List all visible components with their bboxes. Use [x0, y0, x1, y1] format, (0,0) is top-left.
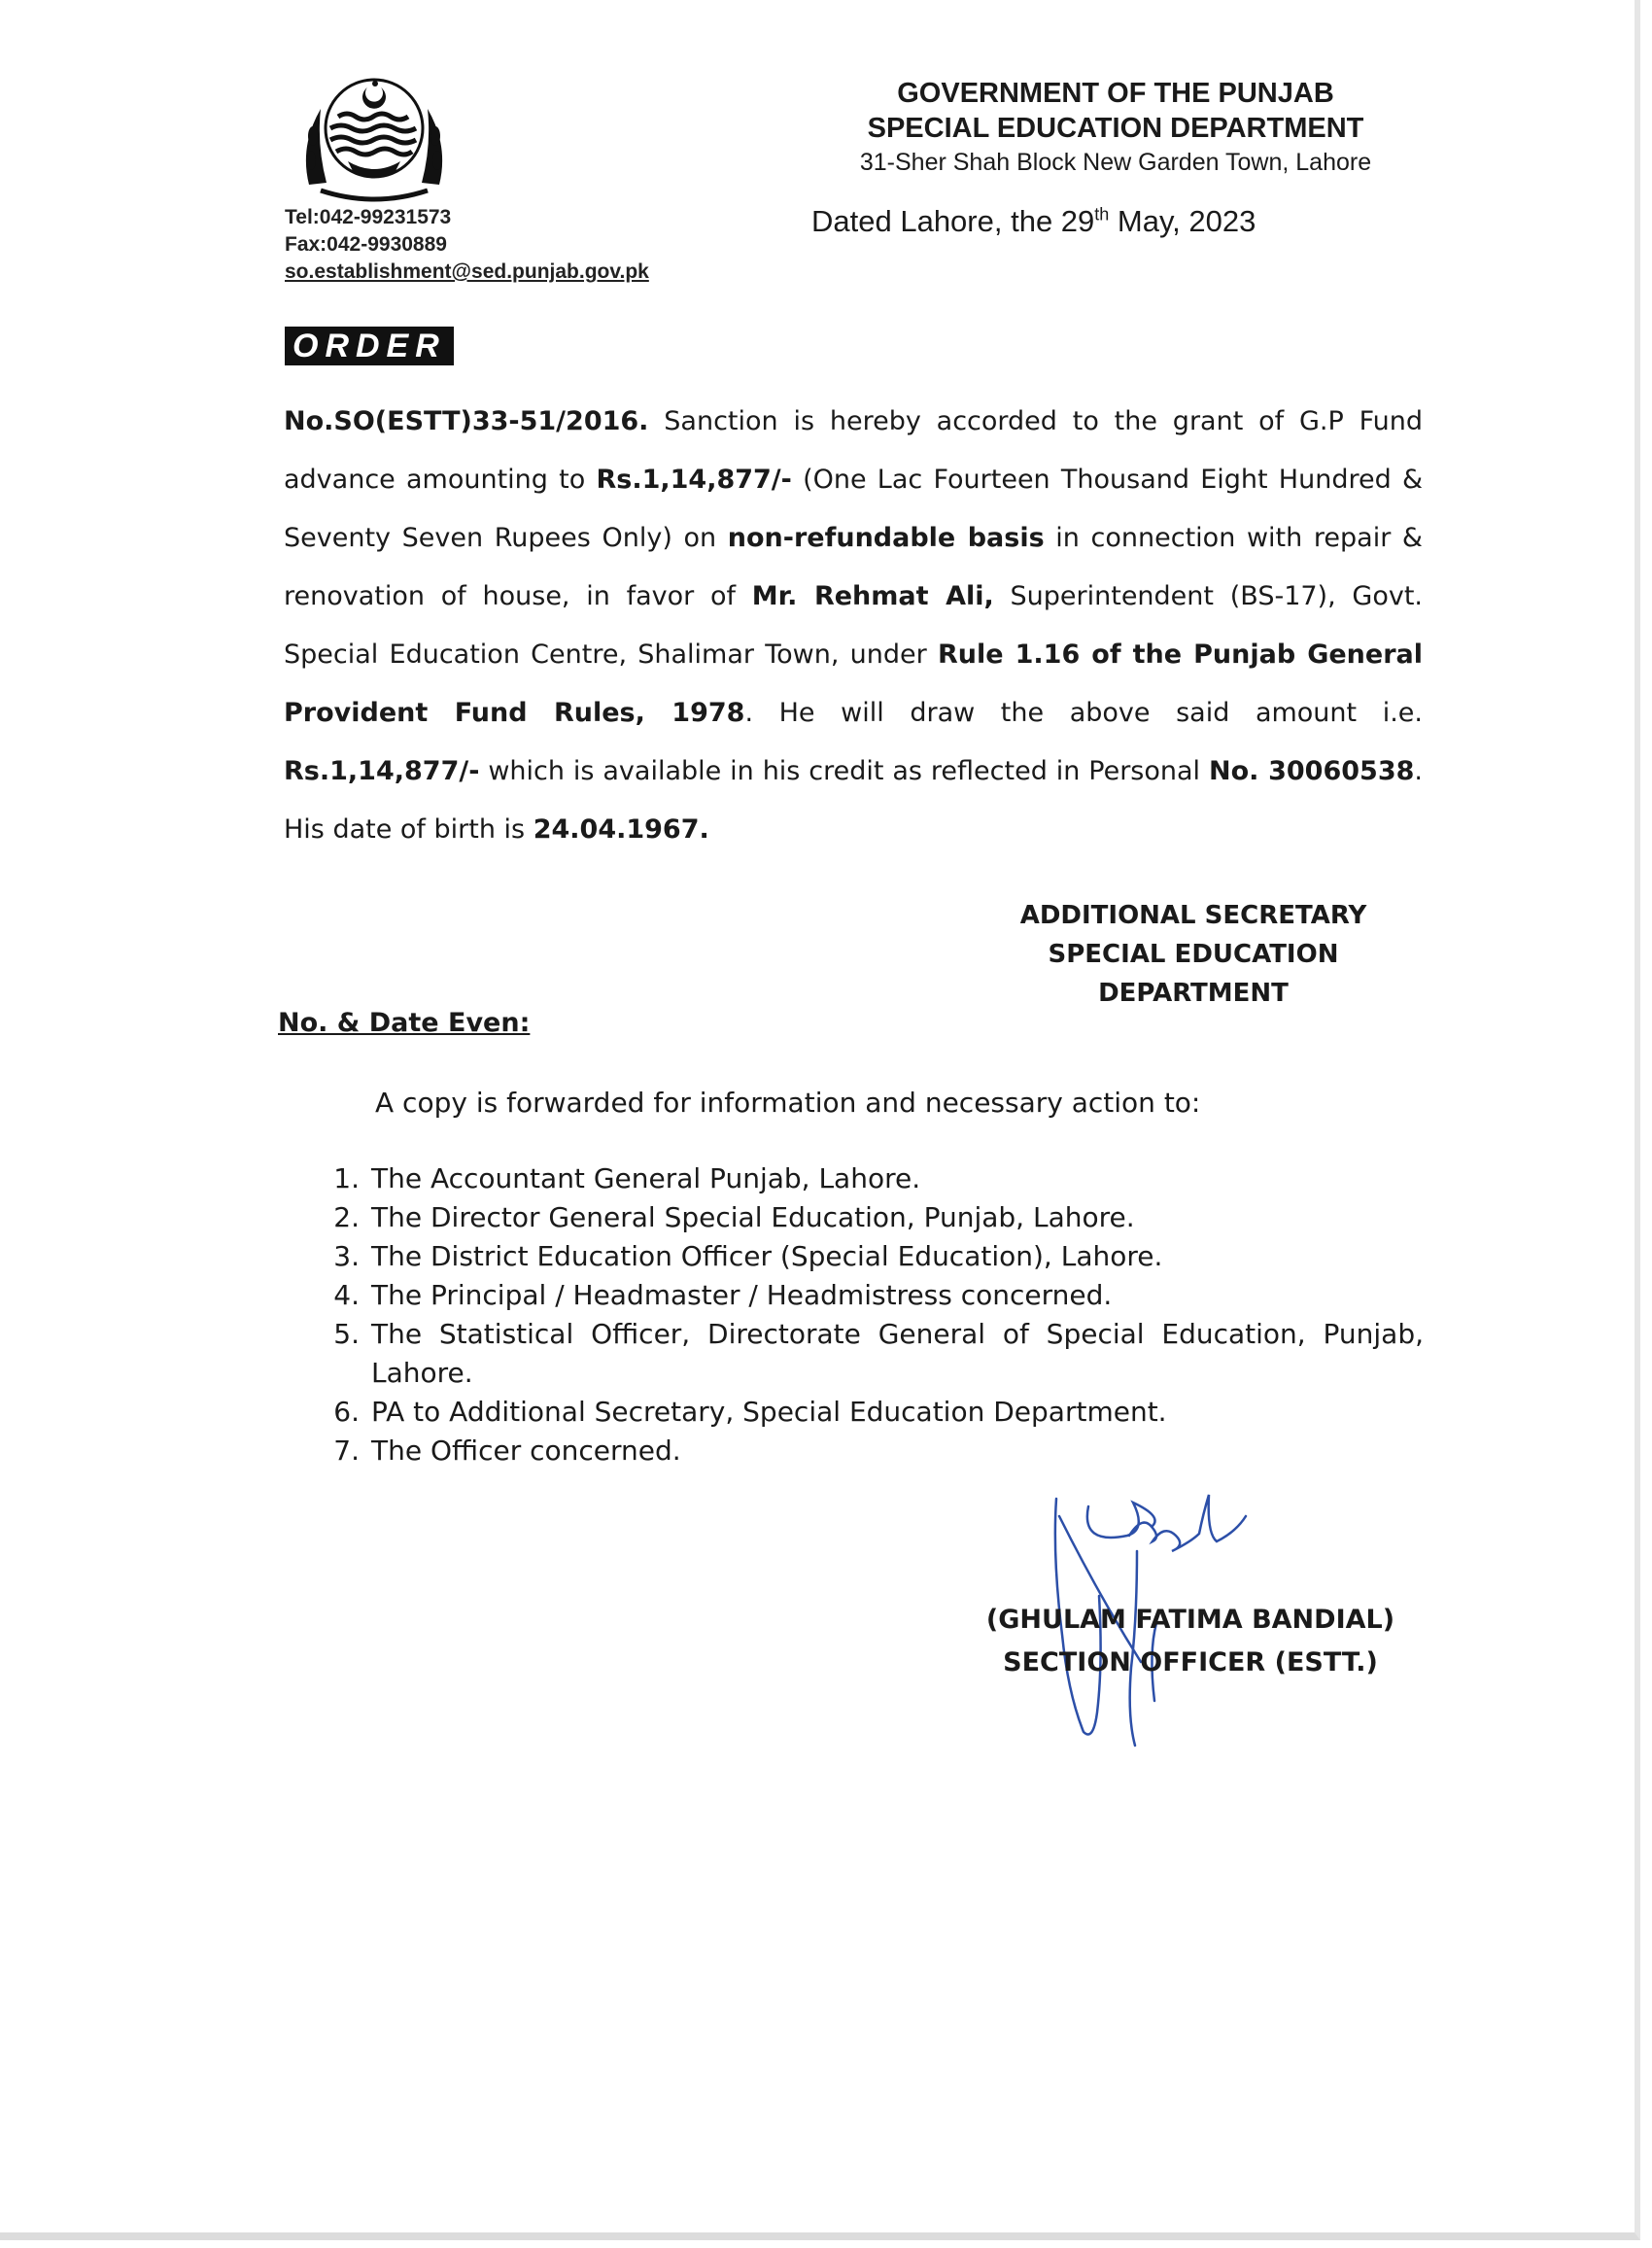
order-emphasis: No. 30060538 — [1208, 756, 1415, 786]
dated-line — [811, 204, 1256, 239]
department-address: 31-Sher Shah Block New Garden Town, Lahore — [859, 149, 1372, 176]
order-text: which is available in his credit as reflected in Personal — [479, 756, 1209, 786]
signatory-block — [989, 896, 1397, 1013]
list-item-number: 5. — [333, 1318, 360, 1350]
list-item-number: 2. — [333, 1201, 360, 1233]
endorsement-intro: A copy is forwarded for information and necessary action to: — [375, 1087, 1201, 1119]
officer-title: SECTION OFFICER (ESTT.) — [1003, 1647, 1378, 1677]
list-item-text: The Officer concerned. — [371, 1435, 681, 1467]
list-item-number: 7. — [333, 1435, 360, 1467]
order-emphasis: Rs.1,14,877/- — [596, 465, 792, 495]
department-title: SPECIAL EDUCATION DEPARTMENT — [867, 113, 1364, 144]
list-item-text: The Statistical Officer, Directorate General of Special Education, Punjab, Lahore. — [371, 1318, 1424, 1389]
list-item-text: PA to Additional Secretary, Special Education Department. — [371, 1396, 1167, 1428]
list-item-number: 4. — [333, 1279, 360, 1311]
officer-name: (GHULAM FATIMA BANDIAL) — [985, 1605, 1395, 1635]
order-emphasis: Rs.1,14,877/- — [284, 756, 480, 786]
signatory-line-2: SPECIAL EDUCATION — [1048, 940, 1339, 969]
order-body — [284, 393, 1423, 859]
order-emphasis: No.SO(ESTT)33-51/2016. — [284, 406, 649, 436]
order-emphasis: Mr. Rehmat Ali, — [751, 581, 994, 611]
dated-superscript: th — [1094, 204, 1110, 225]
list-item-text: The Accountant General Punjab, Lahore. — [371, 1162, 921, 1194]
copy-distribution-list — [321, 1159, 1424, 1470]
signatory-line-3: DEPARTMENT — [1098, 979, 1289, 1008]
order-text: Sanction is hereby accorded to the grant of G.P Fund advance amounting to — [284, 406, 1423, 495]
order-text: in connection with repair & renovation of house, in favor of — [284, 523, 1423, 611]
dated-suffix: May, 2023 — [1109, 204, 1256, 238]
order-label: ORDER — [285, 327, 454, 365]
order-emphasis: Rule 1.16 of the Punjab General Provident Fund Rules, 1978 — [284, 640, 1423, 728]
order-emphasis: 24.04.1967. — [533, 814, 709, 845]
list-item-text: The District Education Officer (Special Education), Lahore. — [371, 1240, 1163, 1272]
contact-block — [285, 204, 649, 286]
list-item — [321, 1393, 1424, 1432]
punjab-government-emblem-icon — [292, 68, 457, 204]
order-text: . He will draw the above said amount i.e. — [744, 698, 1423, 728]
list-item — [321, 1198, 1424, 1237]
letterhead-header — [814, 76, 1417, 179]
order-text: (One Lac Fourteen Thousand Eight Hundred & Seventy Seven Rupees Only) on — [284, 465, 1423, 553]
email-link[interactable]: so.establishment@sed.punjab.gov.pk — [285, 260, 649, 283]
list-item-number: 6. — [333, 1396, 360, 1428]
signatory-line-1: ADDITIONAL SECRETARY — [1019, 901, 1367, 930]
government-title: GOVERNMENT OF THE PUNJAB — [897, 78, 1334, 109]
list-item — [321, 1276, 1424, 1315]
dated-prefix: Dated Lahore, the 29 — [811, 204, 1095, 238]
list-item-number: 1. — [333, 1162, 360, 1194]
section-officer-block — [981, 1599, 1399, 1684]
order-emphasis: non-refundable basis — [727, 523, 1045, 553]
list-item — [321, 1432, 1424, 1470]
fax: Fax:042-9930889 — [285, 233, 447, 256]
list-item-text: The Principal / Headmaster / Headmistress concerned. — [371, 1279, 1113, 1311]
telephone: Tel:042-99231573 — [285, 206, 452, 228]
list-item — [321, 1315, 1424, 1393]
list-item-number: 3. — [333, 1240, 360, 1272]
list-item — [321, 1159, 1424, 1198]
list-item — [321, 1237, 1424, 1276]
list-item-text: The Director General Special Education, Punjab, Lahore. — [371, 1201, 1135, 1233]
order-text: Superintendent (BS-17), Govt. Special Education Centre, Shalimar Town, under — [284, 581, 1424, 670]
order-text: . His date of birth is — [284, 756, 1423, 845]
endorsement-heading: No. & Date Even: — [278, 1008, 531, 1038]
